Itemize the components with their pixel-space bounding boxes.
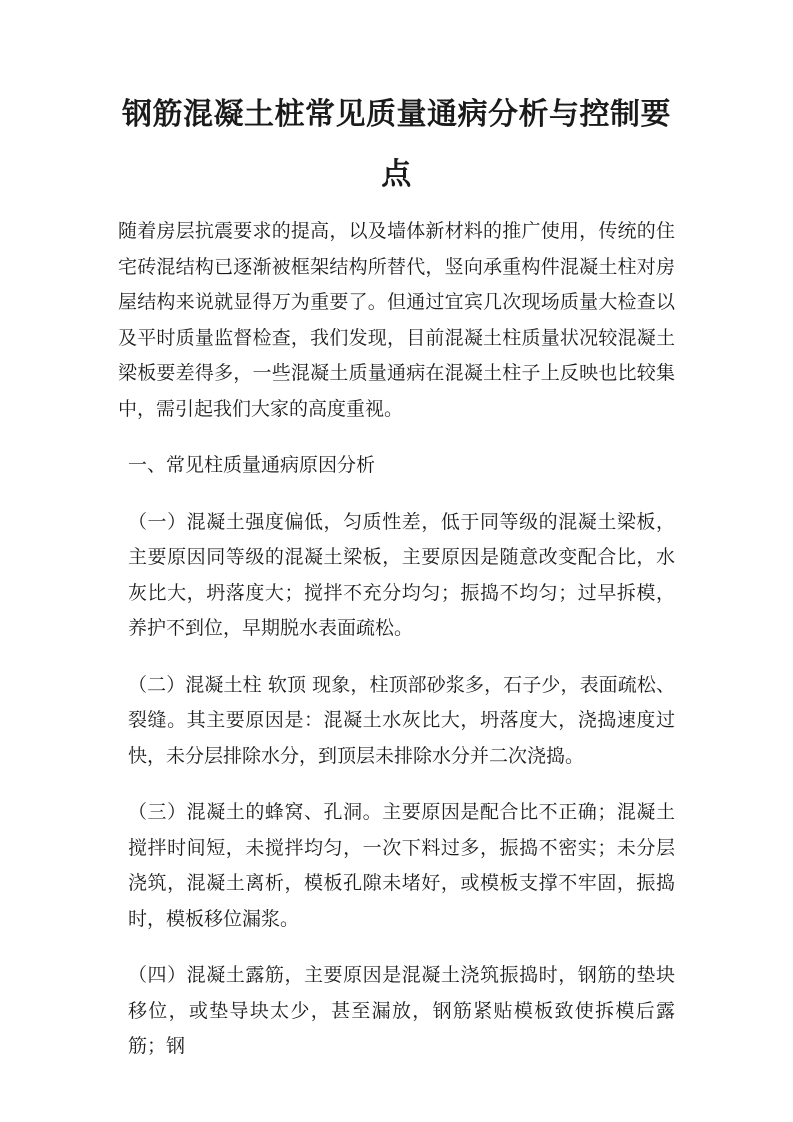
intro-paragraph: 随着房层抗震要求的提高，以及墙体新材料的推广使用，传统的住宅砖混结构已逐渐被框架结构所替代，竖向承重构件混凝土柱对房屋结构来说就显得万为重要了。但通过宜宾几次现场质量大检查以及平时质量监督检查，我们发现，目前混凝土柱质量状况较混凝土梁板要差得多，一些混凝土质量通病在混凝土柱子上反映也比较集中，需引起我们大家的高度重视。 (118, 220, 675, 420)
document-title-line-2: 点 (381, 157, 412, 192)
document-title-line-1: 钢筋混凝土桩常见质量通病分析与控制要 (122, 97, 671, 132)
cause-item-1: （一）混凝土强度偏低，匀质性差，低于同等级的混凝土梁板，主要原因同等级的混凝土梁板，主要原因是随意改变配合比，水灰比大，坍落度大；搅拌不充分均匀；振捣不均匀；过早拆模，养护不到位，早期脱水表面疏松。 (128, 510, 675, 639)
cause-item-2: （二）混凝土柱 软顶 现象，柱顶部砂浆多，石子少，表面疏松、裂缝。其主要原因是：混凝土水灰比大，坍落度大，浇捣速度过快，未分层排除水分，到顶层未排除水分并二次浇捣。 (128, 673, 675, 767)
document-body (118, 214, 675, 1086)
section-heading-1: 一、常见柱质量通病原因分析 (128, 454, 376, 476)
cause-item-4: （四）混凝土露筋，主要原因是混凝土浇筑振捣时，钢筋的垫块移位，或垫导块太少，甚至漏放，钢筋紧贴模板致使拆模后露筋；钢 (128, 964, 675, 1057)
cause-item-3: （三）混凝土的蜂窝、孔洞。主要原因是配合比不正确；混凝土搅拌时间短，未搅拌均匀，一次下料过多，振捣不密实；未分层浇筑，混凝土离析，模板孔隙未堵好，或模板支撑不牢固，振捣时，模板移位漏浆。 (128, 801, 675, 930)
